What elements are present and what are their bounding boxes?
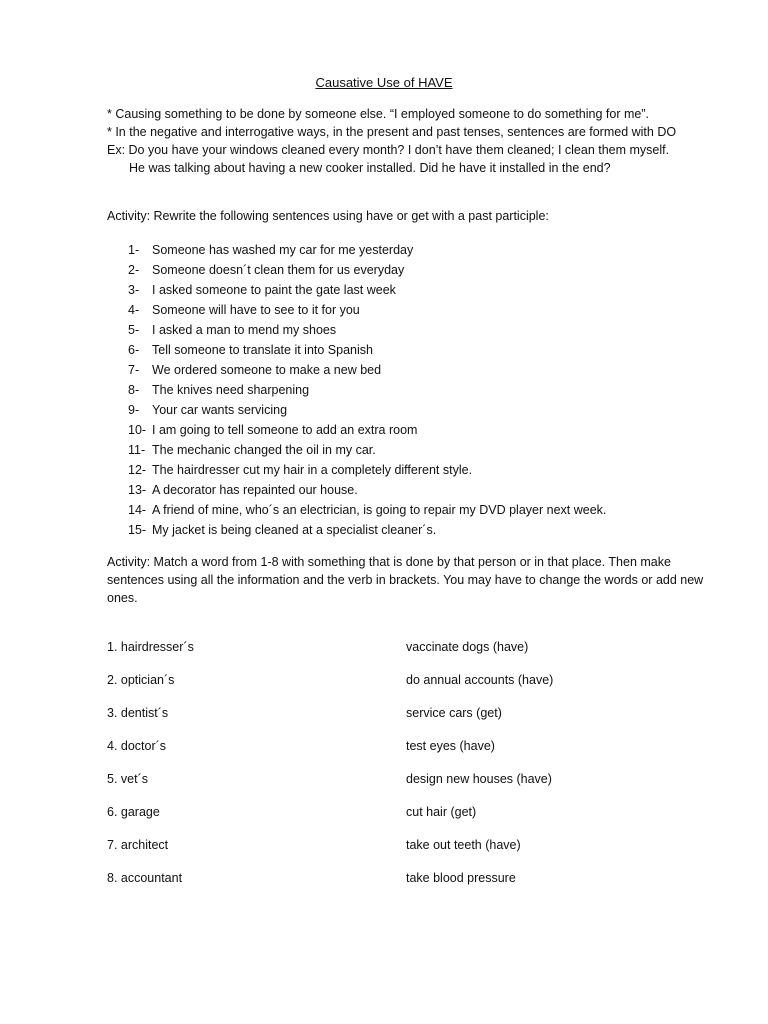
- intro-line: He was talking about having a new cooker installed. Did he have it installed in the end?: [129, 161, 611, 175]
- list-item-number: 9-: [128, 403, 140, 417]
- intro-line: * In the negative and interrogative ways, in the present and past tenses, sentences are formed with DO: [107, 125, 677, 139]
- match-action: take blood pressure: [406, 871, 516, 885]
- list-item-number: 10-: [128, 423, 147, 437]
- list-item-text: A decorator has repainted our house.: [152, 483, 358, 497]
- list-item: [128, 360, 606, 380]
- list-item-text: Someone doesn´t clean them for us everyday: [152, 263, 405, 277]
- list-item-number: 5-: [128, 323, 140, 337]
- list-item-number: 12-: [128, 463, 147, 477]
- match-word: 2. optician´s: [107, 673, 175, 687]
- match-word: 4. doctor´s: [107, 739, 167, 753]
- list-item: [128, 500, 606, 520]
- intro-line: * Causing something to be done by someone else. “I employed someone to do something for me”.: [107, 107, 649, 121]
- match-action: take out teeth (have): [406, 838, 521, 852]
- rewrite-list: [128, 240, 606, 540]
- match-action: vaccinate dogs (have): [406, 640, 529, 654]
- list-item-number: 13-: [128, 483, 147, 497]
- list-item: [128, 480, 606, 500]
- list-item-number: 15-: [128, 523, 147, 537]
- match-word: 3. dentist´s: [107, 706, 169, 720]
- activity-2-instruction: Activity: Match a word from 1-8 with something that is done by that person or in that place. Then make sentences using all the information and the verb in brackets. You may have to change the words or add new ones.: [107, 555, 704, 605]
- list-item: [128, 340, 606, 360]
- list-item-text: Someone has washed my car for me yesterday: [152, 243, 414, 257]
- list-item-text: We ordered someone to make a new bed: [152, 363, 382, 377]
- list-item: [128, 280, 606, 300]
- activity-1-instruction: Activity: Rewrite the following sentences using have or get with a past participle:: [107, 209, 549, 223]
- list-item-text: I asked someone to paint the gate last week: [152, 283, 396, 297]
- list-item: [128, 240, 606, 260]
- list-item-text: Tell someone to translate it into Spanish: [152, 343, 373, 357]
- list-item-text: The hairdresser cut my hair in a completely different style.: [152, 463, 473, 477]
- list-item-number: 4-: [128, 303, 140, 317]
- list-item-number: 14-: [128, 503, 147, 517]
- list-item-text: The knives need sharpening: [152, 383, 310, 397]
- match-word: 7. architect: [107, 838, 169, 852]
- match-word: 5. vet´s: [107, 772, 148, 786]
- match-action: design new houses (have): [406, 772, 552, 786]
- list-item-text: I am going to tell someone to add an extra room: [152, 423, 418, 437]
- list-item-number: 11-: [128, 443, 146, 457]
- list-item: [128, 460, 606, 480]
- match-word: 8. accountant: [107, 871, 183, 885]
- match-action: service cars (get): [406, 706, 502, 720]
- intro-line: Ex: Do you have your windows cleaned every month? I don’t have them cleaned; I clean them myself.: [107, 143, 670, 157]
- match-action: cut hair (get): [406, 805, 477, 819]
- list-item-number: 3-: [128, 283, 140, 297]
- intro-section: [107, 105, 727, 177]
- list-item-text: A friend of mine, who´s an electrician, is going to repair my DVD player next week.: [152, 503, 607, 517]
- list-item: [128, 440, 606, 460]
- list-item-text: I asked a man to mend my shoes: [152, 323, 337, 337]
- list-item: [128, 400, 606, 420]
- list-item: [128, 520, 606, 540]
- list-item-text: The mechanic changed the oil in my car.: [152, 443, 376, 457]
- list-item: [128, 320, 606, 340]
- list-item: [128, 420, 606, 440]
- match-action: do annual accounts (have): [406, 673, 554, 687]
- match-word: 1. hairdresser´s: [107, 640, 194, 654]
- list-item-text: My jacket is being cleaned at a specialist cleaner´s.: [152, 523, 437, 537]
- match-word: 6. garage: [107, 805, 160, 819]
- list-item-text: Someone will have to see to it for you: [152, 303, 360, 317]
- list-item-text: Your car wants servicing: [152, 403, 288, 417]
- list-item: [128, 300, 606, 320]
- list-item-number: 7-: [128, 363, 140, 377]
- page-title: Causative Use of HAVE: [315, 75, 453, 90]
- match-action: test eyes (have): [406, 739, 495, 753]
- list-item: [128, 380, 606, 400]
- list-item-number: 6-: [128, 343, 140, 357]
- list-item-number: 2-: [128, 263, 140, 277]
- list-item-number: 8-: [128, 383, 140, 397]
- list-item-number: 1-: [128, 243, 140, 257]
- list-item: [128, 260, 606, 280]
